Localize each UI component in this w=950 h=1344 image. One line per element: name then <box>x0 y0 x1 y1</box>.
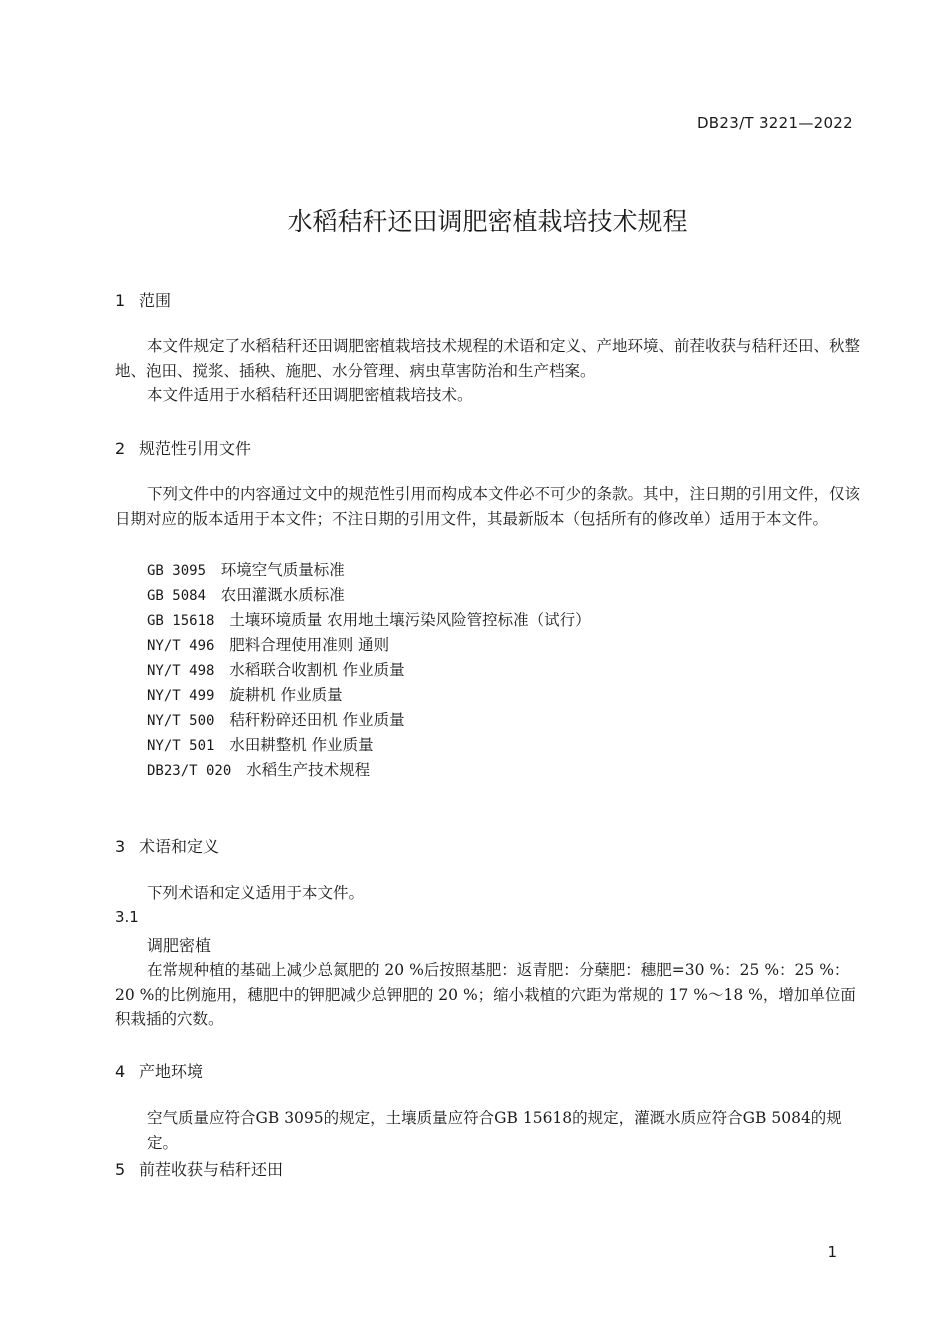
reference-item: NY/T 501 水田耕整机 作业质量 <box>147 736 374 754</box>
section-3-paragraph-1: 下列术语和定义适用于本文件。 <box>147 884 365 902</box>
standard-code: DB23/T 3221—2022 <box>696 114 853 132</box>
section-title: 范围 <box>139 291 172 310</box>
section-title: 术语和定义 <box>139 837 220 856</box>
section-title: 前茬收获与秸秆还田 <box>139 1160 284 1179</box>
term-definition: 在常规种植的基础上减少总氮肥的 20 %后按照基肥：返青肥：分蘖肥：穗肥=30 %：25 %：25 %：20 %的比例施用，穗肥中的钾肥减少总钾肥的 20 %；缩小栽植的穴距为常规的 17 %～18 %，增加单位面积栽插的穴数。 <box>115 961 856 1029</box>
reference-item: GB 3095 环境空气质量标准 <box>147 561 345 579</box>
section-2-heading <box>115 436 251 459</box>
reference-item: NY/T 498 水稻联合收割机 作业质量 <box>147 661 405 679</box>
section-1-paragraph-1: 本文件规定了水稻秸秆还田调肥密植栽培技术规程的术语和定义、产地环境、前茬收获与秸秆还田、秋整地、泡田、搅浆、插秧、施肥、水分管理、病虫草害防治和生产档案。 <box>115 337 861 380</box>
section-number: 5 <box>115 1160 126 1179</box>
section-5-heading <box>115 1157 283 1180</box>
term-heading: 调肥密植 <box>147 936 212 955</box>
document-title: 水稻秸秆还田调肥密植栽培技术规程 <box>287 207 688 236</box>
reference-item: GB 15618 土壤环境质量 农用地土壤污染风险管控标准（试行） <box>147 611 591 629</box>
reference-item: GB 5084 农田灌溉水质标准 <box>147 586 345 604</box>
reference-item: NY/T 500 秸秆粉碎还田机 作业质量 <box>147 711 405 729</box>
section-number: 1 <box>115 291 126 310</box>
section-number: 2 <box>115 439 126 458</box>
section-number: 3 <box>115 837 126 856</box>
section-title: 规范性引用文件 <box>139 439 252 458</box>
reference-item: NY/T 499 旋耕机 作业质量 <box>147 686 343 704</box>
section-number: 4 <box>115 1062 126 1081</box>
section-1-heading <box>115 288 171 311</box>
reference-item: DB23/T 020 水稻生产技术规程 <box>147 761 371 779</box>
section-4-paragraph-1: 空气质量应符合GB 3095的规定，土壤质量应符合GB 15618的规定，灌溉水质应符合GB 5084的规定。 <box>147 1109 842 1152</box>
term-number: 3.1 <box>115 908 139 926</box>
section-4-heading <box>115 1059 203 1082</box>
section-title: 产地环境 <box>139 1062 204 1081</box>
section-2-paragraph-1: 下列文件中的内容通过文中的规范性引用而构成本文件必不可少的条款。其中，注日期的引用文件，仅该日期对应的版本适用于本文件；不注日期的引用文件，其最新版本（包括所有的修改单）适用于本文件。 <box>115 485 861 528</box>
page-number: 1 <box>827 1243 837 1261</box>
section-1-paragraph-2: 本文件适用于水稻秸秆还田调肥密植栽培技术。 <box>147 386 473 404</box>
section-3-heading <box>115 834 219 857</box>
reference-item: NY/T 496 肥料合理使用准则 通则 <box>147 636 390 654</box>
